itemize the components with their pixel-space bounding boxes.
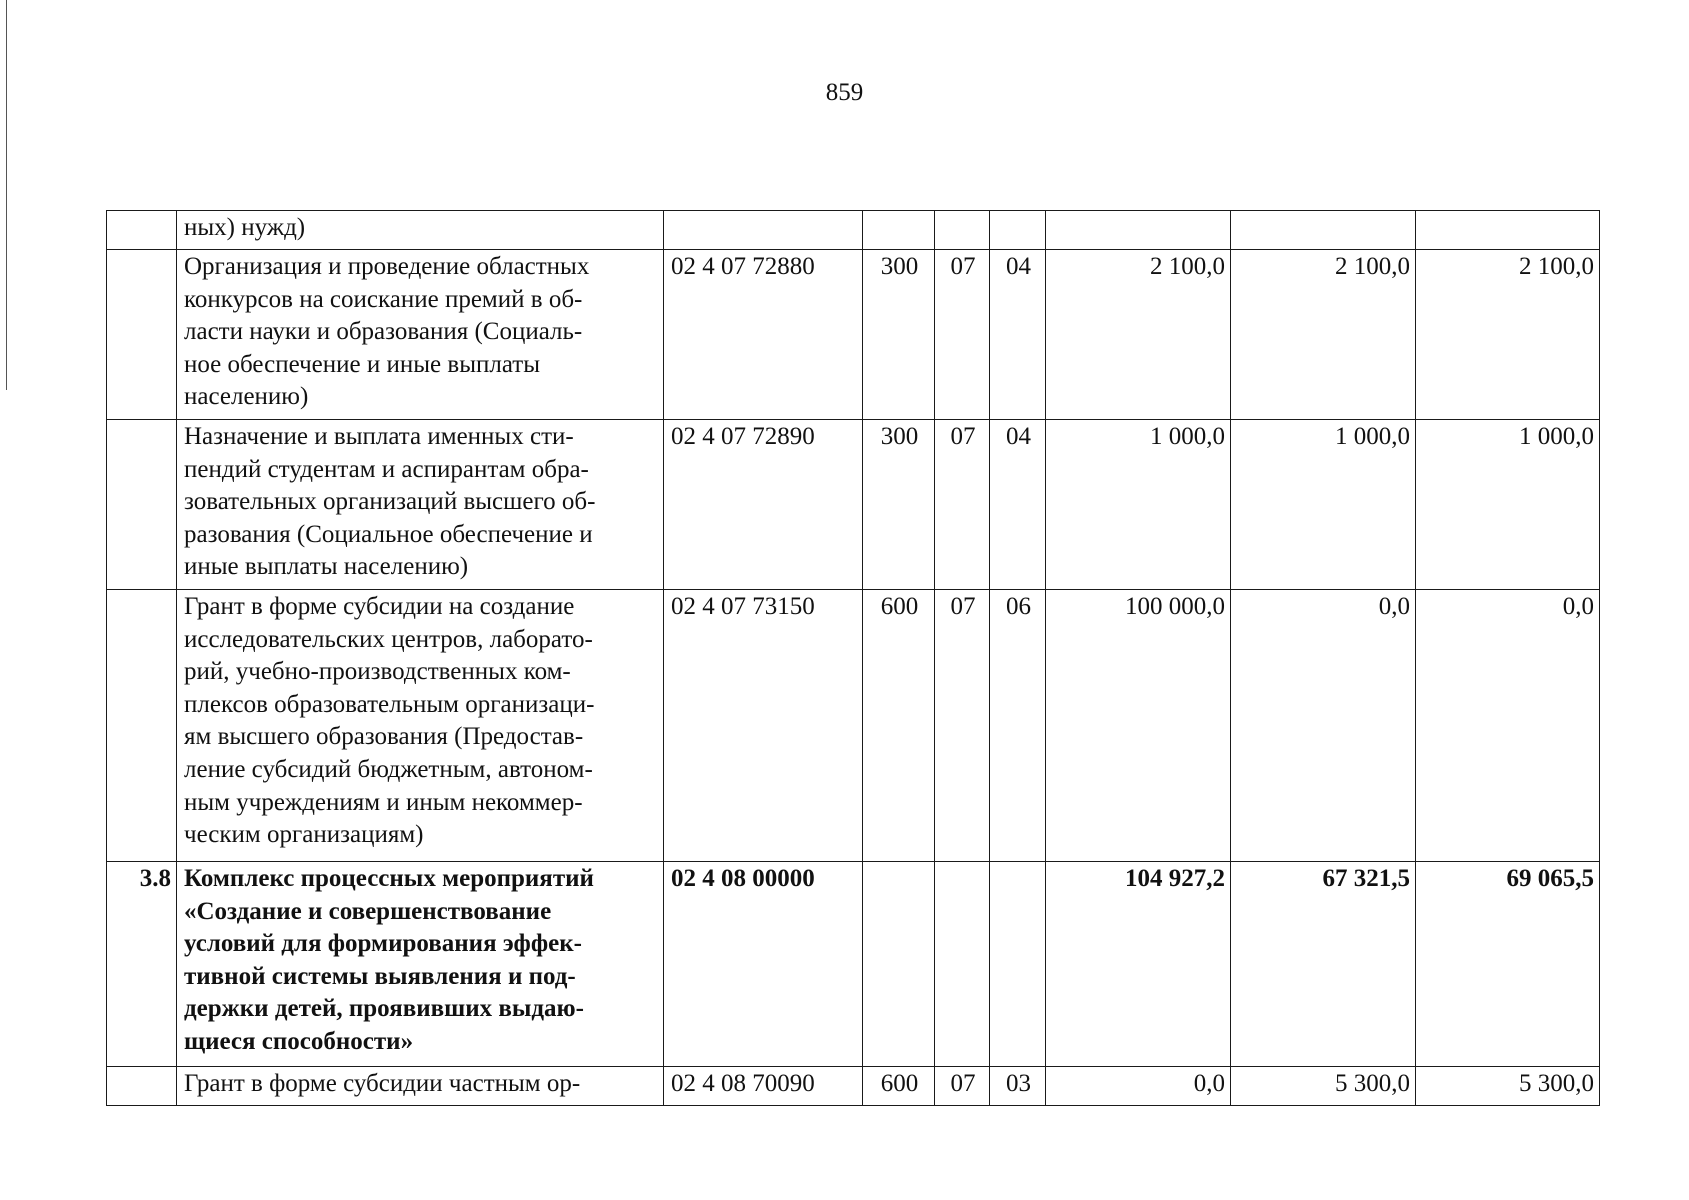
section-code-cell: 07 bbox=[935, 420, 990, 590]
target-article-code-cell: 02 4 08 00000 bbox=[664, 862, 863, 1067]
amount-year1-cell: 104 927,2 bbox=[1046, 862, 1231, 1067]
item-name-cell bbox=[177, 1067, 664, 1106]
row-number-cell bbox=[107, 1067, 177, 1106]
table-row bbox=[107, 590, 1600, 862]
amount-year3-cell: 2 100,0 bbox=[1416, 250, 1600, 420]
item-name-line: ное обеспечение и иные выплаты bbox=[184, 350, 541, 378]
subsection-code-cell bbox=[990, 862, 1046, 1067]
section-code-cell: 07 bbox=[935, 1067, 990, 1106]
amount-year2-cell: 5 300,0 bbox=[1231, 1067, 1416, 1106]
page-number: 859 bbox=[825, 79, 864, 106]
item-name-line: рий, учебно-производственных ком- bbox=[184, 658, 571, 686]
item-name-line: населению) bbox=[184, 383, 309, 411]
row-number-cell bbox=[107, 250, 177, 420]
item-name-line: щиеся способности» bbox=[184, 1027, 414, 1055]
row-number-cell: 3.8 bbox=[107, 862, 177, 1067]
target-article-code-cell: 02 4 07 73150 bbox=[664, 590, 863, 862]
item-name-line: зовательных организаций высшего об- bbox=[184, 488, 596, 516]
target-article-code-cell: 02 4 08 70090 bbox=[664, 1067, 863, 1106]
section-code-cell: 07 bbox=[935, 250, 990, 420]
table-row bbox=[107, 420, 1600, 590]
item-name-cell bbox=[177, 590, 664, 862]
amount-year2-cell: 1 000,0 bbox=[1231, 420, 1416, 590]
item-name-line: разования (Социальное обеспечение и bbox=[184, 520, 593, 548]
table-row bbox=[107, 1067, 1600, 1106]
section-code-cell bbox=[935, 211, 990, 250]
amount-year1-cell: 100 000,0 bbox=[1046, 590, 1231, 862]
left-margin-rule bbox=[6, 0, 7, 390]
row-number-cell bbox=[107, 420, 177, 590]
table-row bbox=[107, 250, 1600, 420]
amount-year3-cell bbox=[1416, 211, 1600, 250]
expense-type-code-cell bbox=[863, 862, 935, 1067]
row-number-cell bbox=[107, 590, 177, 862]
item-name-line: условий для формирования эффек- bbox=[184, 930, 582, 958]
item-name-cell bbox=[177, 420, 664, 590]
target-article-code-cell: 02 4 07 72890 bbox=[664, 420, 863, 590]
item-name-line: ных) нужд) bbox=[184, 214, 306, 241]
item-name-line: Назначение и выплата именных сти- bbox=[184, 423, 574, 450]
amount-year2-cell: 67 321,5 bbox=[1231, 862, 1416, 1067]
amount-year2-cell bbox=[1231, 211, 1416, 250]
item-name-line: Организация и проведение областных bbox=[184, 253, 590, 280]
expense-type-code-cell: 600 bbox=[863, 590, 935, 862]
table-row bbox=[107, 211, 1600, 250]
expense-type-code-cell: 600 bbox=[863, 1067, 935, 1106]
amount-year1-cell bbox=[1046, 211, 1231, 250]
amount-year1-cell: 2 100,0 bbox=[1046, 250, 1231, 420]
amount-year3-cell: 1 000,0 bbox=[1416, 420, 1600, 590]
item-name-cell bbox=[177, 250, 664, 420]
section-code-cell: 07 bbox=[935, 590, 990, 862]
table-body bbox=[107, 211, 1600, 1106]
row-number-cell bbox=[107, 211, 177, 250]
subsection-code-cell bbox=[990, 211, 1046, 250]
item-name-line: Комплекс процессных мероприятий bbox=[184, 865, 594, 892]
item-name-line: ческим организациям) bbox=[184, 821, 424, 849]
item-name-line: ласти науки и образования (Социаль- bbox=[184, 318, 583, 346]
amount-year3-cell: 0,0 bbox=[1416, 590, 1600, 862]
subsection-code-cell: 06 bbox=[990, 590, 1046, 862]
amount-year2-cell: 0,0 bbox=[1231, 590, 1416, 862]
target-article-code-cell: 02 4 07 72880 bbox=[664, 250, 863, 420]
item-name-line: Грант в форме субсидии на создание bbox=[184, 593, 575, 620]
item-name-line: ление субсидий бюджетным, автоном- bbox=[184, 755, 593, 783]
item-name-line: иные выплаты населению) bbox=[184, 553, 469, 581]
budget-table bbox=[106, 210, 1600, 1106]
expense-type-code-cell: 300 bbox=[863, 420, 935, 590]
item-name-line: тивной системы выявления и под- bbox=[184, 962, 576, 990]
table-row-section-3-8 bbox=[107, 862, 1600, 1067]
subsection-code-cell: 04 bbox=[990, 250, 1046, 420]
amount-year2-cell: 2 100,0 bbox=[1231, 250, 1416, 420]
item-name-cell bbox=[177, 211, 664, 250]
amount-year3-cell: 5 300,0 bbox=[1416, 1067, 1600, 1106]
amount-year3-cell: 69 065,5 bbox=[1416, 862, 1600, 1067]
subsection-code-cell: 03 bbox=[990, 1067, 1046, 1106]
amount-year1-cell: 0,0 bbox=[1046, 1067, 1231, 1106]
item-name-line: держки детей, проявивших выдаю- bbox=[184, 995, 584, 1023]
item-name-cell bbox=[177, 862, 664, 1067]
item-name-line: ям высшего образования (Предостав- bbox=[184, 723, 584, 751]
item-name-line: исследовательских центров, лаборато- bbox=[184, 625, 593, 653]
item-name-line: «Создание и совершенствование bbox=[184, 897, 552, 925]
item-name-line: плексов образовательным организаци- bbox=[184, 690, 595, 718]
subsection-code-cell: 04 bbox=[990, 420, 1046, 590]
expense-type-code-cell: 300 bbox=[863, 250, 935, 420]
amount-year1-cell: 1 000,0 bbox=[1046, 420, 1231, 590]
item-name-line: ным учреждениям и иным некоммер- bbox=[184, 788, 583, 816]
item-name-line: конкурсов на соискание премий в об- bbox=[184, 285, 583, 313]
item-name-line: Грант в форме субсидии частным ор- bbox=[184, 1070, 581, 1097]
section-code-cell bbox=[935, 862, 990, 1067]
expense-type-code-cell bbox=[863, 211, 935, 250]
item-name-line: пендий студентам и аспирантам обра- bbox=[184, 455, 589, 483]
target-article-code-cell bbox=[664, 211, 863, 250]
